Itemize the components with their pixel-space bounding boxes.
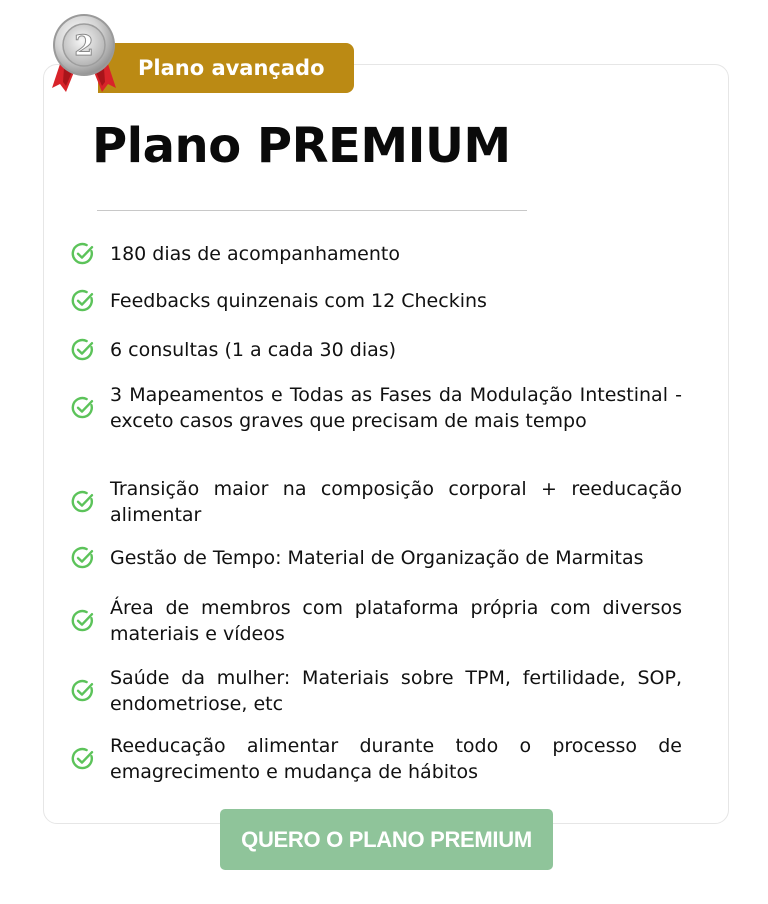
check-circle-icon [70,545,96,571]
cta-button[interactable]: QUERO O PLANO PREMIUM [220,809,553,870]
feature-item [70,337,682,363]
check-circle-icon [70,608,96,634]
feature-text: Feedbacks quinzenais com 12 Checkins [110,290,487,312]
feature-item [70,665,682,717]
check-circle-icon [70,288,96,314]
check-circle-icon [70,746,96,772]
check-circle-icon [70,489,96,515]
feature-text: Área de membros com plataforma própria com diversos materiais e vídeos [110,597,682,645]
feature-item [70,545,682,571]
title-divider [97,210,527,211]
silver-medal-icon [46,12,122,96]
check-circle-icon [70,241,96,267]
feature-item [70,382,682,434]
feature-text: Transição maior na composição corporal + reeducação alimentar [110,478,682,526]
feature-text: 3 Mapeamentos e Todas as Fases da Modulação Intestinal - exceto casos graves que precisam de mais tempo [110,384,682,432]
feature-item [70,595,682,647]
feature-item [70,476,682,528]
check-circle-icon [70,678,96,704]
feature-item [70,241,682,267]
feature-text: 6 consultas (1 a cada 30 dias) [110,339,397,361]
plan-tier-label: Plano avançado [138,56,325,80]
check-circle-icon [70,395,96,421]
feature-item [70,288,682,314]
feature-item [70,733,682,785]
feature-text: Saúde da mulher: Materiais sobre TPM, fertilidade, SOP, endometriose, etc [110,667,682,715]
feature-text: 180 dias de acompanhamento [110,243,400,265]
plan-tier-badge [98,43,354,93]
svg-text:2: 2 [74,29,94,62]
plan-title: Plano PREMIUM [92,118,511,174]
check-circle-icon [70,337,96,363]
feature-text: Gestão de Tempo: Material de Organização de Marmitas [110,547,644,569]
feature-text: Reeducação alimentar durante todo o processo de emagrecimento e mudança de hábitos [110,735,682,783]
